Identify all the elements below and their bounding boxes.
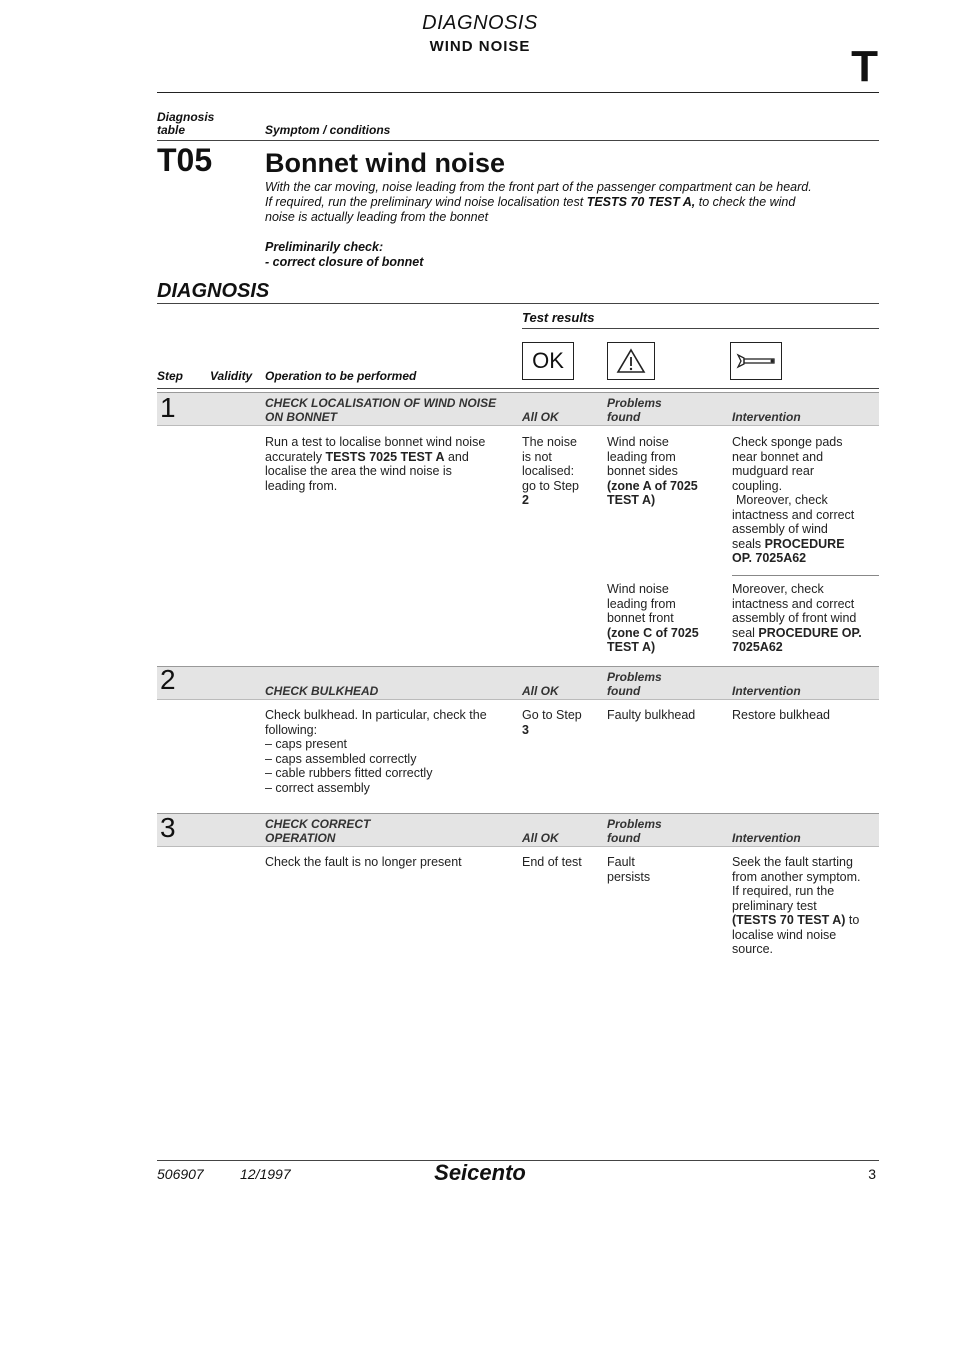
s2-op-line: – caps present [265, 737, 347, 751]
s1-op-line: localise the area the wind noise is [265, 464, 452, 478]
s1-prb-line: leading from [607, 596, 676, 611]
s1-op-line [265, 450, 515, 465]
s2-op-line: – cable rubbers fitted correctly [265, 766, 433, 780]
s2-op-line: Check bulkhead. In particular, check the [265, 708, 487, 722]
col-validity: Validity [210, 369, 253, 383]
s1-prb-line: Wind noise [607, 582, 669, 596]
step-2-problems: Problems [607, 670, 662, 684]
pre-item: - correct closure of bonnet [265, 255, 424, 269]
step-1-ok [522, 435, 602, 508]
warning-icon [607, 342, 655, 380]
s1-op-part: accurately [265, 449, 326, 464]
s1-iva-line: Check sponge pads [732, 435, 843, 449]
desc-line-2c: to check the wind [695, 195, 796, 209]
s2-op-line: following: [265, 722, 318, 737]
s1-iva-part: seals [732, 536, 765, 551]
s1-iva-line: coupling. [732, 478, 783, 493]
s1-ivb-line: intactness and correct [732, 596, 855, 611]
step-2-ok [522, 708, 602, 737]
step-1-found: found [607, 410, 641, 424]
ok-icon [522, 342, 574, 380]
step-1-number: 1 [160, 392, 176, 423]
pre-title: Preliminarily check: [265, 240, 384, 254]
test-results-rule [522, 328, 879, 329]
footer-page-number: 3 [868, 1166, 876, 1182]
step-1-title-2: ON BONNET [265, 410, 337, 424]
step-2-title: CHECK BULKHEAD [265, 684, 379, 698]
s3-iv-line: If required, run the [732, 884, 835, 898]
footer-date: 12/1997 [240, 1166, 291, 1182]
step-3-problems: Problems [607, 817, 662, 831]
s1-ivb-proc: PROCEDURE OP. [758, 625, 862, 640]
wrench-icon [730, 342, 782, 380]
symptom-description [265, 180, 885, 225]
s1-ok-line: go to Step [522, 478, 579, 493]
step-1-intervention-b [732, 582, 882, 655]
step-1-intervention: Intervention [732, 410, 801, 424]
s1-ok-line: is not [522, 449, 552, 464]
s1-ivb-part: seal [732, 625, 759, 640]
step-2-all-ok: All OK [522, 684, 559, 698]
desc-line-2a: If required, run the preliminary wind noise localisation test [265, 195, 587, 209]
s1-prb-line: bonnet front [607, 611, 674, 625]
step-3-intervention-text [732, 855, 882, 957]
s1-prb-zone: (zone C of 7025 [607, 625, 699, 640]
header-title: DIAGNOSIS [422, 12, 538, 34]
s1-ok-line: The noise [522, 435, 577, 449]
test-results-label: Test results [522, 310, 595, 325]
step-1-problem-b [607, 582, 727, 655]
section-letter: T [851, 42, 878, 91]
s1-ok-line: localised: [522, 464, 575, 478]
symptom-code: T05 [157, 142, 213, 178]
step-1-all-ok: All OK [522, 410, 559, 424]
preliminary-check [265, 240, 423, 270]
step-2-problem: Faulty bulkhead [607, 708, 696, 722]
step-1-problem-a [607, 435, 727, 508]
s1-ok-step: 2 [522, 493, 529, 507]
step-2-intervention: Intervention [732, 684, 801, 698]
col-step: Step [157, 369, 184, 383]
step-2-intervention-text: Restore bulkhead [732, 708, 830, 722]
s3-iv-line: from another symptom. [732, 869, 861, 884]
s1-pra-zone: TEST A) [607, 493, 656, 507]
s2-op-line: – correct assembly [265, 780, 370, 795]
s1-prb-zone: TEST A) [607, 640, 656, 654]
s3-iv-test-ref: (TESTS 70 TEST A) [732, 913, 846, 927]
s1-iva-line: intactness and correct [732, 507, 855, 522]
s1-iva-line: near bonnet and [732, 449, 824, 464]
s1-iva-proc: OP. 7025A62 [732, 551, 807, 565]
step-3-intervention: Intervention [732, 831, 801, 845]
diagnosis-heading: DIAGNOSIS [157, 280, 270, 302]
s3-iv-line: localise wind noise [732, 927, 837, 942]
s1-iva-proc: PROCEDURE [764, 536, 845, 551]
s3-iv-line: preliminary test [732, 898, 817, 913]
step-1-problems: Problems [607, 396, 662, 410]
s3-iv-line: Seek the fault starting [732, 855, 853, 869]
labels-rule [157, 140, 879, 141]
step-3-title-2: OPERATION [265, 831, 336, 845]
step-3-number: 3 [160, 812, 176, 843]
s1-iva-line: mudguard rear [732, 464, 814, 478]
footer-doc-code: 506907 [157, 1166, 204, 1182]
step-3-problem [607, 855, 727, 884]
desc-test-ref: TESTS 70 TEST A, [586, 195, 696, 209]
symptom-conditions-label: Symptom / conditions [265, 123, 391, 137]
diagnosis-table-label-1: Diagnosis [157, 110, 215, 124]
s3-iv-line: source. [732, 942, 773, 956]
step-3-ok: End of test [522, 855, 582, 869]
s1-pra-line: Wind noise [607, 435, 669, 449]
desc-line-3: noise is actually leading from the bonnet [265, 210, 489, 224]
footer-brand-logo: Seicento [434, 1160, 526, 1185]
step-1-title-1: CHECK LOCALISATION OF WIND NOISE [265, 396, 497, 410]
s1-ivb-line: Moreover, check [732, 582, 824, 596]
step-2-number: 2 [160, 664, 176, 695]
symptom-title: Bonnet wind noise [265, 148, 505, 178]
s3-iv-part: to [845, 913, 860, 927]
desc-line-1: With the car moving, noise leading from the front part of the passenger compartment can be heard. [265, 180, 812, 194]
table-header-rule [157, 388, 879, 389]
col-operation: Operation to be performed [265, 369, 417, 383]
step-3-found: found [607, 831, 641, 845]
s1-op-part: and [444, 449, 469, 464]
header-subtitle: WIND NOISE [429, 38, 531, 55]
step-1-intervention-a [732, 435, 882, 566]
desc-line-2 [265, 195, 885, 210]
s1-op-line: leading from. [265, 478, 338, 493]
step-1-operation [265, 435, 515, 493]
s3-pr-line: persists [607, 869, 651, 884]
header-rule [157, 92, 879, 93]
s1-iva-line: assembly of wind [732, 522, 828, 536]
s1-pra-line: bonnet sides [607, 464, 678, 478]
step-2-found: found [607, 684, 641, 698]
diagnosis-rule [157, 303, 879, 304]
s2-ok-step: 3 [522, 722, 529, 737]
step-3-all-ok: All OK [522, 831, 559, 845]
s2-op-line: – caps assembled correctly [265, 751, 417, 766]
ok-icon-text: OK [532, 348, 564, 373]
s3-pr-line: Fault [607, 855, 635, 869]
s1-op-line: Run a test to localise bonnet wind noise [265, 435, 486, 449]
s1-ivb-proc: 7025A62 [732, 640, 783, 654]
step-3-operation: Check the fault is no longer present [265, 855, 462, 869]
s2-ok-line: Go to Step [522, 708, 582, 722]
step-3-title-1: CHECK CORRECT [265, 817, 371, 831]
s1-op-test-ref: TESTS 7025 TEST A [325, 449, 445, 464]
diagnosis-table-label-2: table [157, 123, 186, 137]
s1-iva-line: Moreover, check [736, 493, 828, 507]
s1-ivb-line: assembly of front wind [732, 611, 857, 625]
step-1-sub-rule [732, 575, 879, 576]
s1-pra-line: leading from [607, 449, 676, 464]
s1-pra-zone: (zone A of 7025 [607, 478, 698, 493]
step-2-operation [265, 708, 520, 795]
